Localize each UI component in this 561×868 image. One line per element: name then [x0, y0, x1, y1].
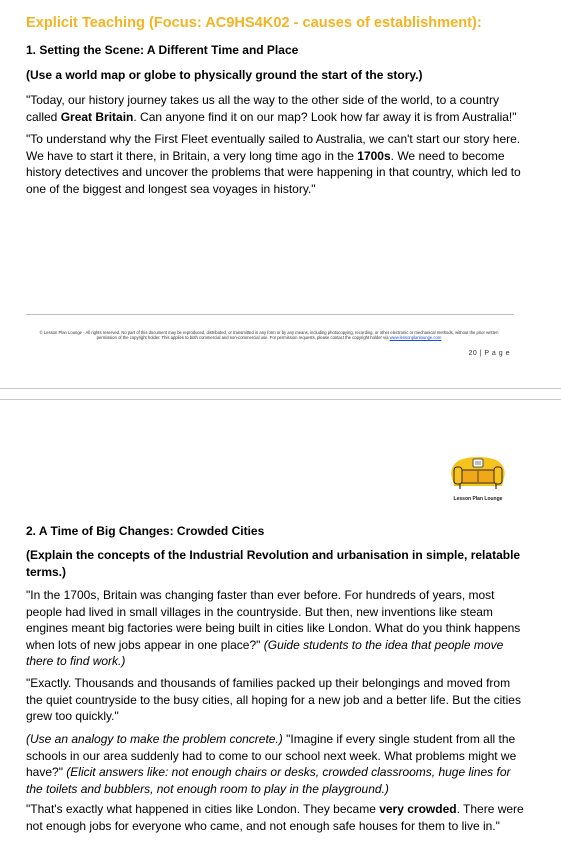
paragraph-history-detectives	[26, 131, 526, 197]
copyright-text: © Lesson Plan Lounge - All rights reserved. No part of this document may be reproduced, distributed, or transmitted in any form or by any means, including photocopying, recording, or other electronic or mechanical methods, without the prior written permission of the copyright holder. This applies to both commercial and non-commercial use. For permission requests, please contact the copyright holder via	[39, 330, 499, 341]
lesson-plan-lounge-logo	[446, 456, 510, 504]
paragraph-text: "That's exactly what happened in cities like London. They became	[26, 802, 380, 816]
paragraph-text: "Imagine if every single student from all the schools in our area suddenly had to come to our school next week. What problems might we have?"	[26, 732, 517, 779]
paragraph-text: . We need to become history detectives and uncover the problems that were happening in that country, which led to one of the biggest and longest sea voyages in history."	[26, 148, 521, 196]
document-page-1	[0, 0, 561, 388]
paragraph-text: "To understand why the First Fleet eventually sailed to Australia, we can't start our story here. We have to start it there, in Britain, a very long time ago in the	[26, 132, 521, 163]
paragraph-industrial-revolution	[26, 587, 526, 670]
emphasis-great-britain: Great Britain	[60, 109, 134, 124]
page-number: 20 | P a g e	[468, 350, 510, 357]
emphasis-1700s: 1700s	[357, 148, 391, 163]
paragraph-analogy	[26, 731, 526, 797]
teacher-instruction-1: (Use a world map or globe to physically ground the start of the story.)	[26, 68, 423, 82]
teacher-guidance: (Guide students to the idea that people move there to find work.)	[26, 637, 504, 668]
page-heading: Explicit Teaching (Focus: AC9HS4K02 - causes of establishment):	[26, 15, 482, 31]
copyright-footer	[30, 330, 508, 340]
paragraph-crowded-london	[26, 801, 526, 834]
page-break	[0, 388, 561, 400]
section-title-2: 2. A Time of Big Changes: Crowded Cities	[26, 524, 265, 538]
teacher-guidance: (Elicit answers like: not enough chairs or desks, crowded classrooms, huge lines for the toilets and bubblers, not enough room to play in the playground.)	[26, 765, 511, 796]
paragraph-text: . Can anyone find it on our map? Look how far away it is from Australia!"	[133, 109, 517, 124]
paragraph-great-britain	[26, 92, 526, 125]
sofa-icon	[446, 456, 510, 496]
paragraph-moving-to-cities: "Exactly. Thousands and thousands of families packed up their belongings and moved from the quiet countryside to the busy cities, all hoping for a new job and a better life. But the cities grew too quickly."	[26, 676, 521, 723]
document-page-2	[0, 400, 561, 868]
paragraph-text: "In the 1700s, Britain was changing faster than ever before. For hundreds of years, most people had lived in small villages in the countryside. But then, new inventions like steam engines meant big factories were being built in cities like London. What do you think happens when lots of new jobs appear in one place?"	[26, 588, 521, 652]
teacher-guidance: (Use an analogy to make the problem concrete.)	[26, 732, 283, 746]
footer-divider	[26, 314, 514, 315]
paragraph-text: . There were not enough jobs for everyone who came, and not enough safe houses for them to live in."	[26, 802, 524, 833]
emphasis-very-crowded: very crowded	[379, 802, 457, 816]
logo-text: Lesson Plan Lounge	[453, 496, 503, 502]
footer-website-link[interactable]: www.lessonplanlounge.com	[389, 335, 442, 341]
teacher-instruction-2: (Explain the concepts of the Industrial Revolution and urbanisation in simple, relatable terms.)	[26, 548, 521, 579]
section-title-1: 1. Setting the Scene: A Different Time and Place	[26, 43, 299, 57]
paragraph-text: "Today, our history journey takes us all the way to the other side of the world, to a country called	[26, 93, 499, 124]
